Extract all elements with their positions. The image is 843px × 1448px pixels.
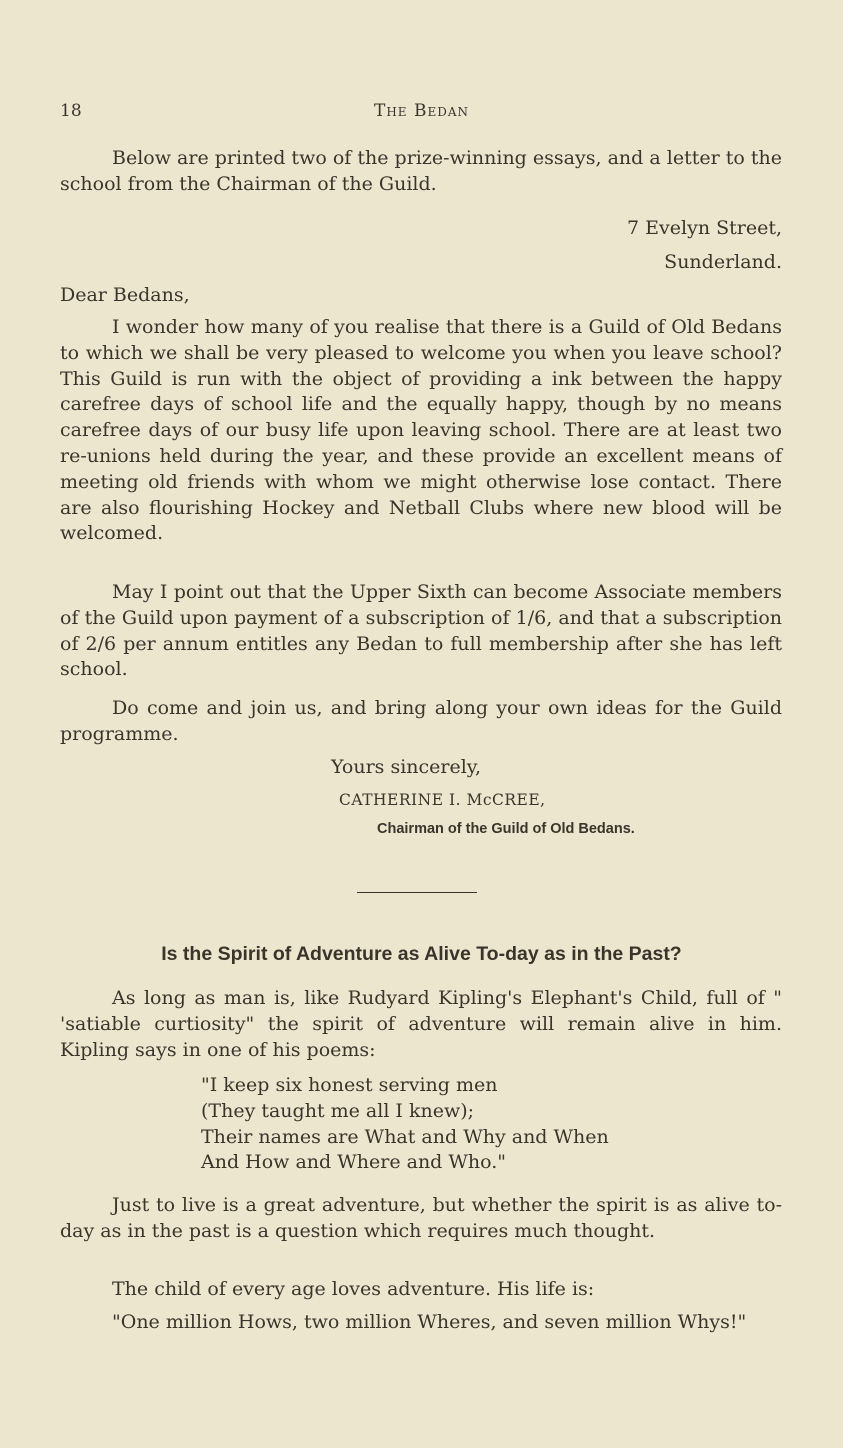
letter-closing: Yours sincerely, bbox=[331, 756, 482, 778]
page-number: 18 bbox=[60, 101, 82, 121]
essay-paragraph-3: The child of every age loves adventure. His life is: bbox=[112, 1278, 595, 1300]
letter-paragraph-3: Do come and join us, and bring along your own ideas for the Guild programme. bbox=[60, 697, 782, 745]
poem-line: And How and Where and Who." bbox=[201, 1151, 507, 1174]
section-divider bbox=[357, 892, 477, 893]
address-line-1: 7 Evelyn Street, bbox=[627, 217, 782, 239]
letter-salutation: Dear Bedans, bbox=[60, 284, 190, 306]
poem-line: "I keep six honest serving men bbox=[201, 1074, 498, 1096]
address-line-2: Sunderland. bbox=[664, 251, 782, 273]
letter-paragraph-1: I wonder how many of you realise that there is a Guild of Old Bedans to which we shall be very pleased to welcome you when you leave school? This Guild is run with the object of providing a ink between the happy carefree days of school life and the equally happy, though by no means carefree days of our busy life upon leaving school. There are at least two re-unions held during the year, and these provide an excellent means of meeting old friends with whom we might otherwise lose contact. There are also flourishing Hockey and Netball Clubs where new blood will be welcomed. bbox=[60, 316, 782, 545]
page-header bbox=[60, 101, 783, 125]
poem-line: (They taught me all I knew); bbox=[201, 1099, 475, 1122]
essay-paragraph-1: As long as man is, like Rudyard Kipling's Elephant's Child, full of " 'satiable curtiosity" the spirit of adventure will remain alive in him. Kipling says in one of his poems: bbox=[60, 987, 782, 1061]
poem-line: Their names are What and Why and When bbox=[201, 1125, 609, 1148]
essay-paragraph-2: Just to live is a great adventure, but whether the spirit is as alive to-day as in the past is a question which requires much thought. bbox=[60, 1194, 782, 1242]
letter-paragraph-2: May I point out that the Upper Sixth can become Associate members of the Guild upon payment of a subscription of 1/6, and that a subscription of 2/6 per annum entitles any Bedan to full membership after she has left school. bbox=[60, 581, 782, 681]
intro-paragraph: Below are printed two of the prize-winning essays, and a letter to the school from the Chairman of the Guild. bbox=[60, 147, 782, 195]
poem-quote bbox=[201, 1073, 609, 1176]
letter-signature: CATHERINE I. McCREE, bbox=[339, 791, 546, 809]
letter-signature-title: Chairman of the Guild of Old Bedans. bbox=[377, 821, 635, 837]
essay-title: Is the Spirit of Adventure as Alive To-day as in the Past? bbox=[161, 943, 682, 965]
essay-paragraph-4: "One million Hows, two million Wheres, and seven million Whys!" bbox=[112, 1311, 747, 1333]
running-title: The Bedan bbox=[373, 101, 469, 121]
